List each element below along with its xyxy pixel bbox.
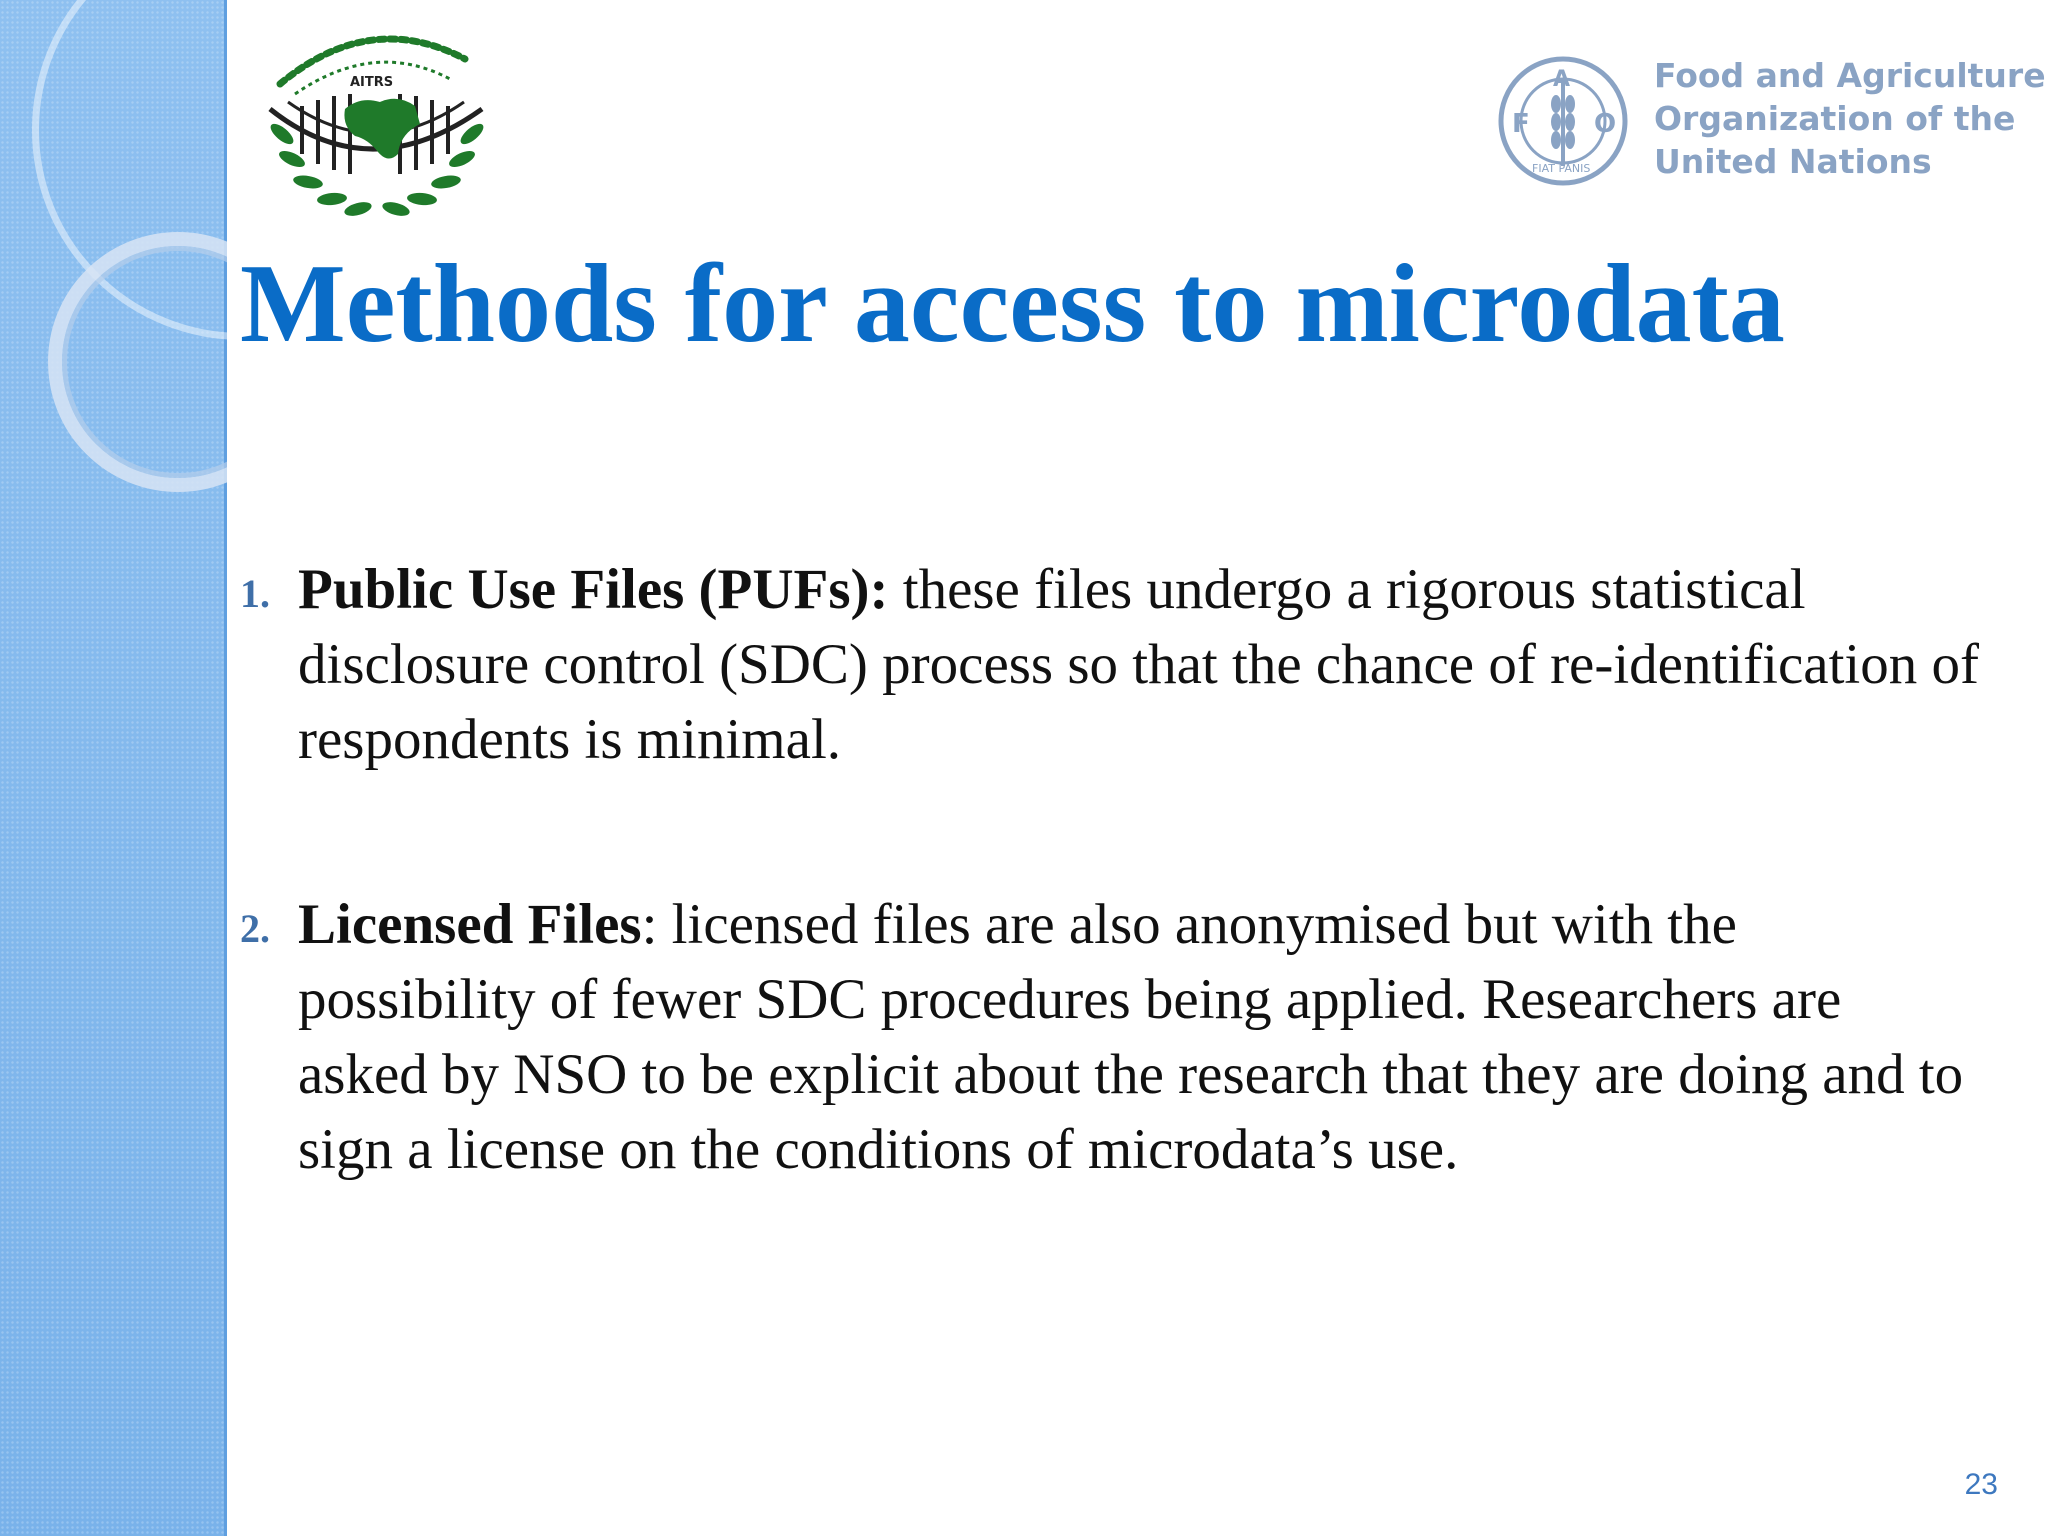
list-item-body: : licensed files are also anonymised but with the possibility of fewer SDC procedures being applied. Researchers are asked by NSO to be explicit about the research that they are doing and to sign a license on the conditions of microdata’s use. [298, 893, 1964, 1181]
svg-text:A: A [1553, 67, 1571, 92]
slide-title: Methods for access to microdata [240, 242, 1785, 366]
list-item-text [298, 552, 1980, 777]
svg-text:FIAT PANIS: FIAT PANIS [1532, 162, 1591, 175]
aitrs-label: AITRS [350, 75, 394, 90]
list-item-number: 2. [240, 906, 270, 951]
list-item [240, 887, 1980, 1187]
list-item-text [298, 887, 1980, 1187]
fao-name-line-3: United Nations [1654, 142, 1932, 181]
fao-name [1654, 54, 2046, 183]
fao-emblem-icon [1496, 54, 1630, 188]
aitrs-logo [250, 14, 510, 234]
list-item-body: these files undergo a rigorous statistical disclosure control (SDC) process so that the chance of re-identification of respondents is minimal. [298, 558, 1979, 771]
list-item-number: 1. [240, 571, 270, 616]
list-item [240, 552, 1980, 777]
fao-name-line-2: Organization of the [1654, 99, 2016, 138]
page-number: 23 [1964, 1468, 1998, 1501]
svg-text:F: F [1512, 109, 1530, 139]
aitrs-emblem-icon [250, 14, 510, 234]
list-item-heading: Licensed Files [298, 893, 642, 956]
fao-name-line-1: Food and Agriculture [1654, 56, 2046, 95]
list-item-heading: Public Use Files (PUFs): [298, 558, 889, 621]
svg-text:O: O [1594, 109, 1617, 139]
fao-logo [1496, 54, 2046, 190]
